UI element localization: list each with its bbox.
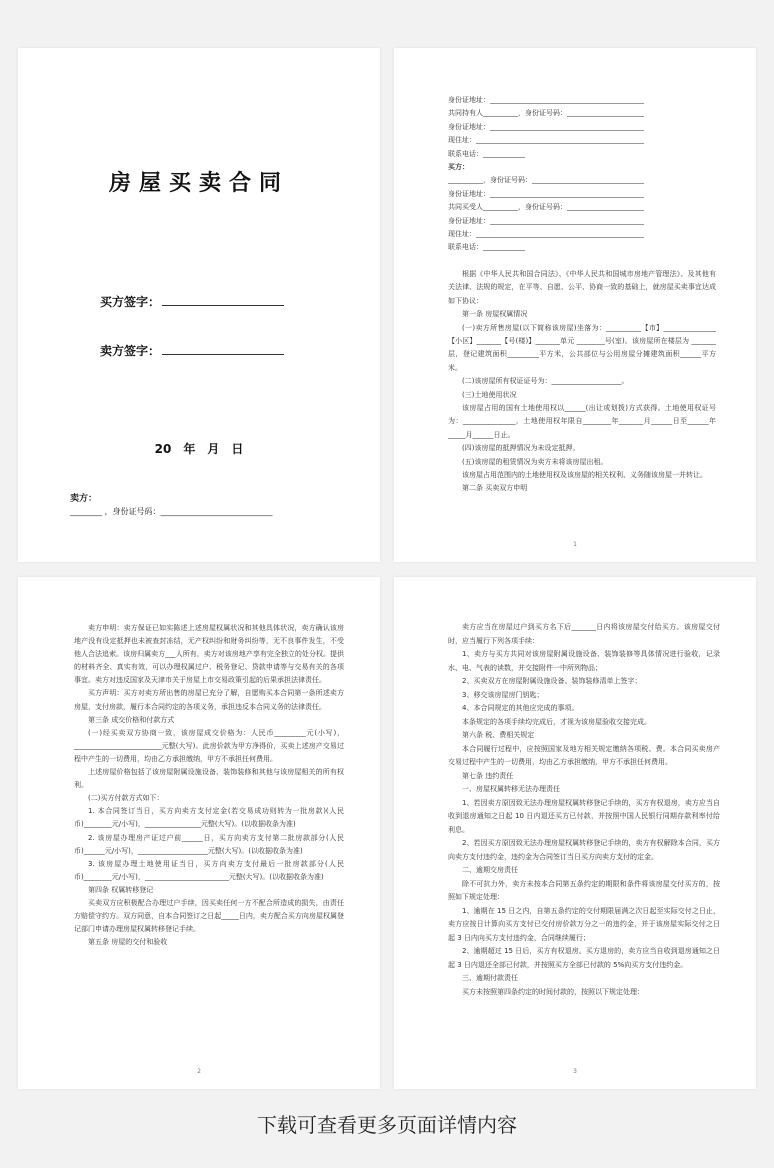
contract-paragraph: 第二条 买卖双方申明: [462, 484, 528, 493]
contract-paragraph: 1、若因卖方原因致无法办理房屋权属转移登记手续的，买方有权退房，卖方应当自收到退房通知之日起 10 日内退还买方已付款，并按照中国人民银行同期存款利率付给利息。: [448, 798, 720, 834]
contract-paragraph: 本合同履行过程中，应按照国家及地方相关规定缴纳各项税、费。本合同买卖房产交易过程中产生的一切费用，均由乙方承担缴纳，甲方不承担任何费用。: [448, 744, 720, 766]
seller-signature-line: [162, 344, 284, 355]
contract-paragraph: 2. 该房屋办理房产证过户前______日，买方向卖方支付第二批房款部分(人民币)______元/小写)，____________________元整(大写)。(以收据收条为准): [74, 833, 344, 855]
contract-paragraph: (五)该房屋的租赁情况为卖方未将该房屋出租。: [462, 457, 608, 466]
seller-signature-label: 卖方签字：: [100, 344, 161, 358]
contract-paragraph: 第五条 房屋的交付和验收: [88, 938, 168, 947]
contract-paragraph: 该房屋占用范围内的土地使用权及该房屋的相关权利、义务随该房屋一并转让。: [462, 470, 707, 479]
contract-paragraph: 1、卖方与买方共同对该房屋附属设施设备、装饰装修等具体情况进行验收，记录水、电、气表的读数，并交接附件一中所列物品；: [448, 650, 720, 672]
contract-paragraph: 第四条 权属转移登记: [88, 885, 154, 894]
contract-paragraph: 现住址：________________________________________________: [448, 136, 644, 145]
cover-seller-label: 卖方：: [70, 494, 98, 504]
contract-paragraph: 上述房屋价格包括了该房屋附属设施设备、装饰装修和其他与该房屋相关的所有权利。: [74, 768, 344, 790]
contract-paragraph: (二)该房屋所有权证证号为：____________________。: [462, 377, 629, 386]
contract-paragraph: 联系电话：____________: [448, 243, 525, 252]
contract-page-3: [394, 577, 756, 1089]
contract-paragraph: 卖方应当在房屋过户到买方名下后_______日内将该房屋交付给买方。该房屋交付时，应当履行下列各项手续：: [448, 623, 720, 645]
download-more-caption: 下载可查看更多页面详情内容: [257, 1113, 517, 1137]
contract-paragraph: 1. 本合同签订当日，买方向卖方支付定金(若交易成功则转为一批房款)(人民币)________元/小写)，________________元整(大写)。(以收据收条为准): [74, 807, 344, 829]
buyer-signature-line: [162, 295, 284, 306]
contract-paragraph: 本条规定的各项手续均完成后，才视为该房屋验收交接完成。: [462, 717, 651, 726]
contract-paragraph: 共同持有人__________，身份证号码：______________________: [448, 109, 644, 118]
contract-paragraph: 身份证地址：____________________________________________: [448, 96, 644, 104]
contract-paragraph: 现住址：________________________________________________: [448, 230, 644, 239]
contract-paragraph: 买方未按照第四条约定的时间付款的，按照以下规定处理：: [462, 987, 644, 996]
contract-paragraph: 共同买受人__________，身份证号码：______________________: [448, 203, 644, 212]
page-2-body: [74, 622, 344, 949]
contract-paragraph: 3、移交该房屋房门钥匙；: [462, 690, 544, 699]
contract-paragraph: 根据《中华人民共和国合同法》、《中华人民共和国城市房地产管理法》、及其他有关法律、法规的规定，在平等、自愿、公平、协商一致的基础上，就房屋买卖事宜达成如下协议：: [448, 269, 716, 305]
contract-paragraph: (四)该房屋的抵押情况为未设定抵押。: [462, 444, 580, 453]
contract-page-1: [394, 48, 756, 562]
contract-paragraph: 身份证地址：____________________________________________: [448, 189, 644, 198]
contract-paragraph: 第六条 税、费相关规定: [462, 731, 535, 739]
contract-paragraph: 买方：: [448, 163, 469, 172]
buyer-signature-label: 买方签字：: [100, 295, 161, 309]
contract-paragraph: 二、逾期交房责任: [462, 866, 518, 874]
contract-paragraph: 2、逾期超过 15 日后，买方有权退房。买方退房的，卖方应当自收到退房通知之日起 3 日内退还全部已付款，并按照买方全部已付款的 5%向买方支付违约金。: [448, 947, 720, 969]
contract-paragraph: 3. 该房屋办理土地使用证当日，买方向卖方支付最后一批房款部分(人民币)________元/小写)，________________________元整(大写)。(以收据收条为准): [74, 859, 344, 881]
page-3-body: [448, 621, 720, 999]
contract-paragraph: (二)买方付款方式如下：: [88, 794, 164, 803]
contract-paragraph: 身份证地址：____________________________________________: [448, 122, 644, 131]
contract-paragraph: (三)土地使用状况: [462, 390, 517, 399]
seller-signature-field: [100, 342, 284, 359]
page-1-body: [448, 94, 716, 496]
contract-paragraph: 2、若因买方原因致无法办理房屋权属转移登记手续的，卖方有权解除本合同，买方向卖方支付违约金，违约金为合同签订当日买方向卖方支付的定金。: [448, 839, 720, 861]
contract-paragraph: 联系电话：____________: [448, 149, 525, 158]
cover-page: [18, 48, 380, 562]
contract-paragraph: 买卖双方应积极配合办理过户手续，因买卖任何一方不配合所造成的损失，由责任方赔偿守约方。双方同意，自本合同签订之日起_____日内，卖方配合买方向房屋权属登记部门申请办理房屋权属转移登记手续。: [74, 898, 344, 934]
contract-paragraph: 第三条 成交价格和付款方式: [88, 715, 175, 724]
contract-paragraph: 除不可抗力外，卖方未按本合同第五条约定的期限和条件将该房屋交付买方的，按照如下规定处理：: [448, 879, 720, 901]
contract-paragraph: 买方声明：买方对卖方所出售的房屋已充分了解，自愿购买本合同第一条所述卖方房屋，支付房款，履行本合同约定的各项义务，承担违反本合同义务的法律责任。: [74, 689, 344, 711]
contract-title: 房屋买卖合同: [108, 171, 289, 196]
page-number: 3: [573, 1068, 577, 1075]
cover-seller-id-line: ________ ，身份证号码：____________________________: [70, 507, 273, 516]
contract-page-2: [18, 577, 380, 1089]
spacer: [448, 255, 716, 268]
contract-paragraph: 1、逾期在 15 日之内，自第五条约定的交付期限届满之次日起至实际交付之日止，卖方应按日计算向买方支付已交付房价款万分之一的违约金，并于该房屋实际交付之日起 3 日内向买方支付违约金，合同继续履行；: [448, 906, 720, 942]
page-number: 1: [573, 541, 577, 548]
cover-date: 20 年 月 日: [154, 442, 244, 456]
contract-paragraph: 三、逾期付款责任: [462, 974, 518, 982]
contract-paragraph: (一)经买卖双方协商一致，该房屋成交价格为：人民币_________元(小写)，_________________________元整(大写)。此房价款为甲方净得价，买卖上述房产交易过程中产生的一切费用，均由乙方承担缴纳，甲方不承担任何费用。: [74, 728, 344, 763]
page-number: 2: [197, 1068, 201, 1075]
contract-paragraph: 4、本合同规定的其他应完成的事项。: [462, 704, 579, 712]
contract-paragraph: 第七条 违约责任: [462, 771, 514, 780]
buyer-signature-field: [100, 293, 284, 310]
contract-paragraph: __________，身份证号码：________________________________: [448, 176, 644, 185]
contract-paragraph: 身份证地址：____________________________________________: [448, 216, 644, 225]
contract-paragraph: 一、房屋权属转移无法办理责任: [462, 785, 560, 793]
contract-paragraph: 该房屋占用的国有土地使用权以______(出让或划拨)方式获得。土地使用权证号为：_______________，土地使用权年限自________年_______月______日至______年_____月______日止。: [448, 403, 716, 439]
contract-paragraph: 卖方申明：卖方保证已如实陈述上述房屋权属状况和其他具体状况，卖方确认该房地产没有设定抵押也未被查封冻结，无产权纠纷和财务纠纷等，无不良事件发生，不受他人合法追索。该房归属卖方___人所有，卖方对该房地产享有完全独立的处分权。提供的材料齐全、真实有效，可以办理权属过户、税务登记、贷款申请等与交易有关的各项事宜。卖方对违反国家及天津市关于房屋上市交易政策引起的后果承担法律责任。: [74, 624, 344, 685]
contract-paragraph: 2、买卖双方在房屋附属设施设备、装饰装修清单上签字；: [462, 677, 642, 685]
contract-paragraph: 第一条 房屋权属情况: [462, 310, 528, 319]
contract-paragraph: (一)卖方所售房屋(以下简称该房屋)坐落为：__________【市】_______________【小区】_______【号(楼)】_______单元 ________号(室)。该房屋所在楼层为 _______层，登记建筑面积_________平方米，公共部位与公用房屋分摊建筑面积______平方米。: [448, 323, 716, 372]
